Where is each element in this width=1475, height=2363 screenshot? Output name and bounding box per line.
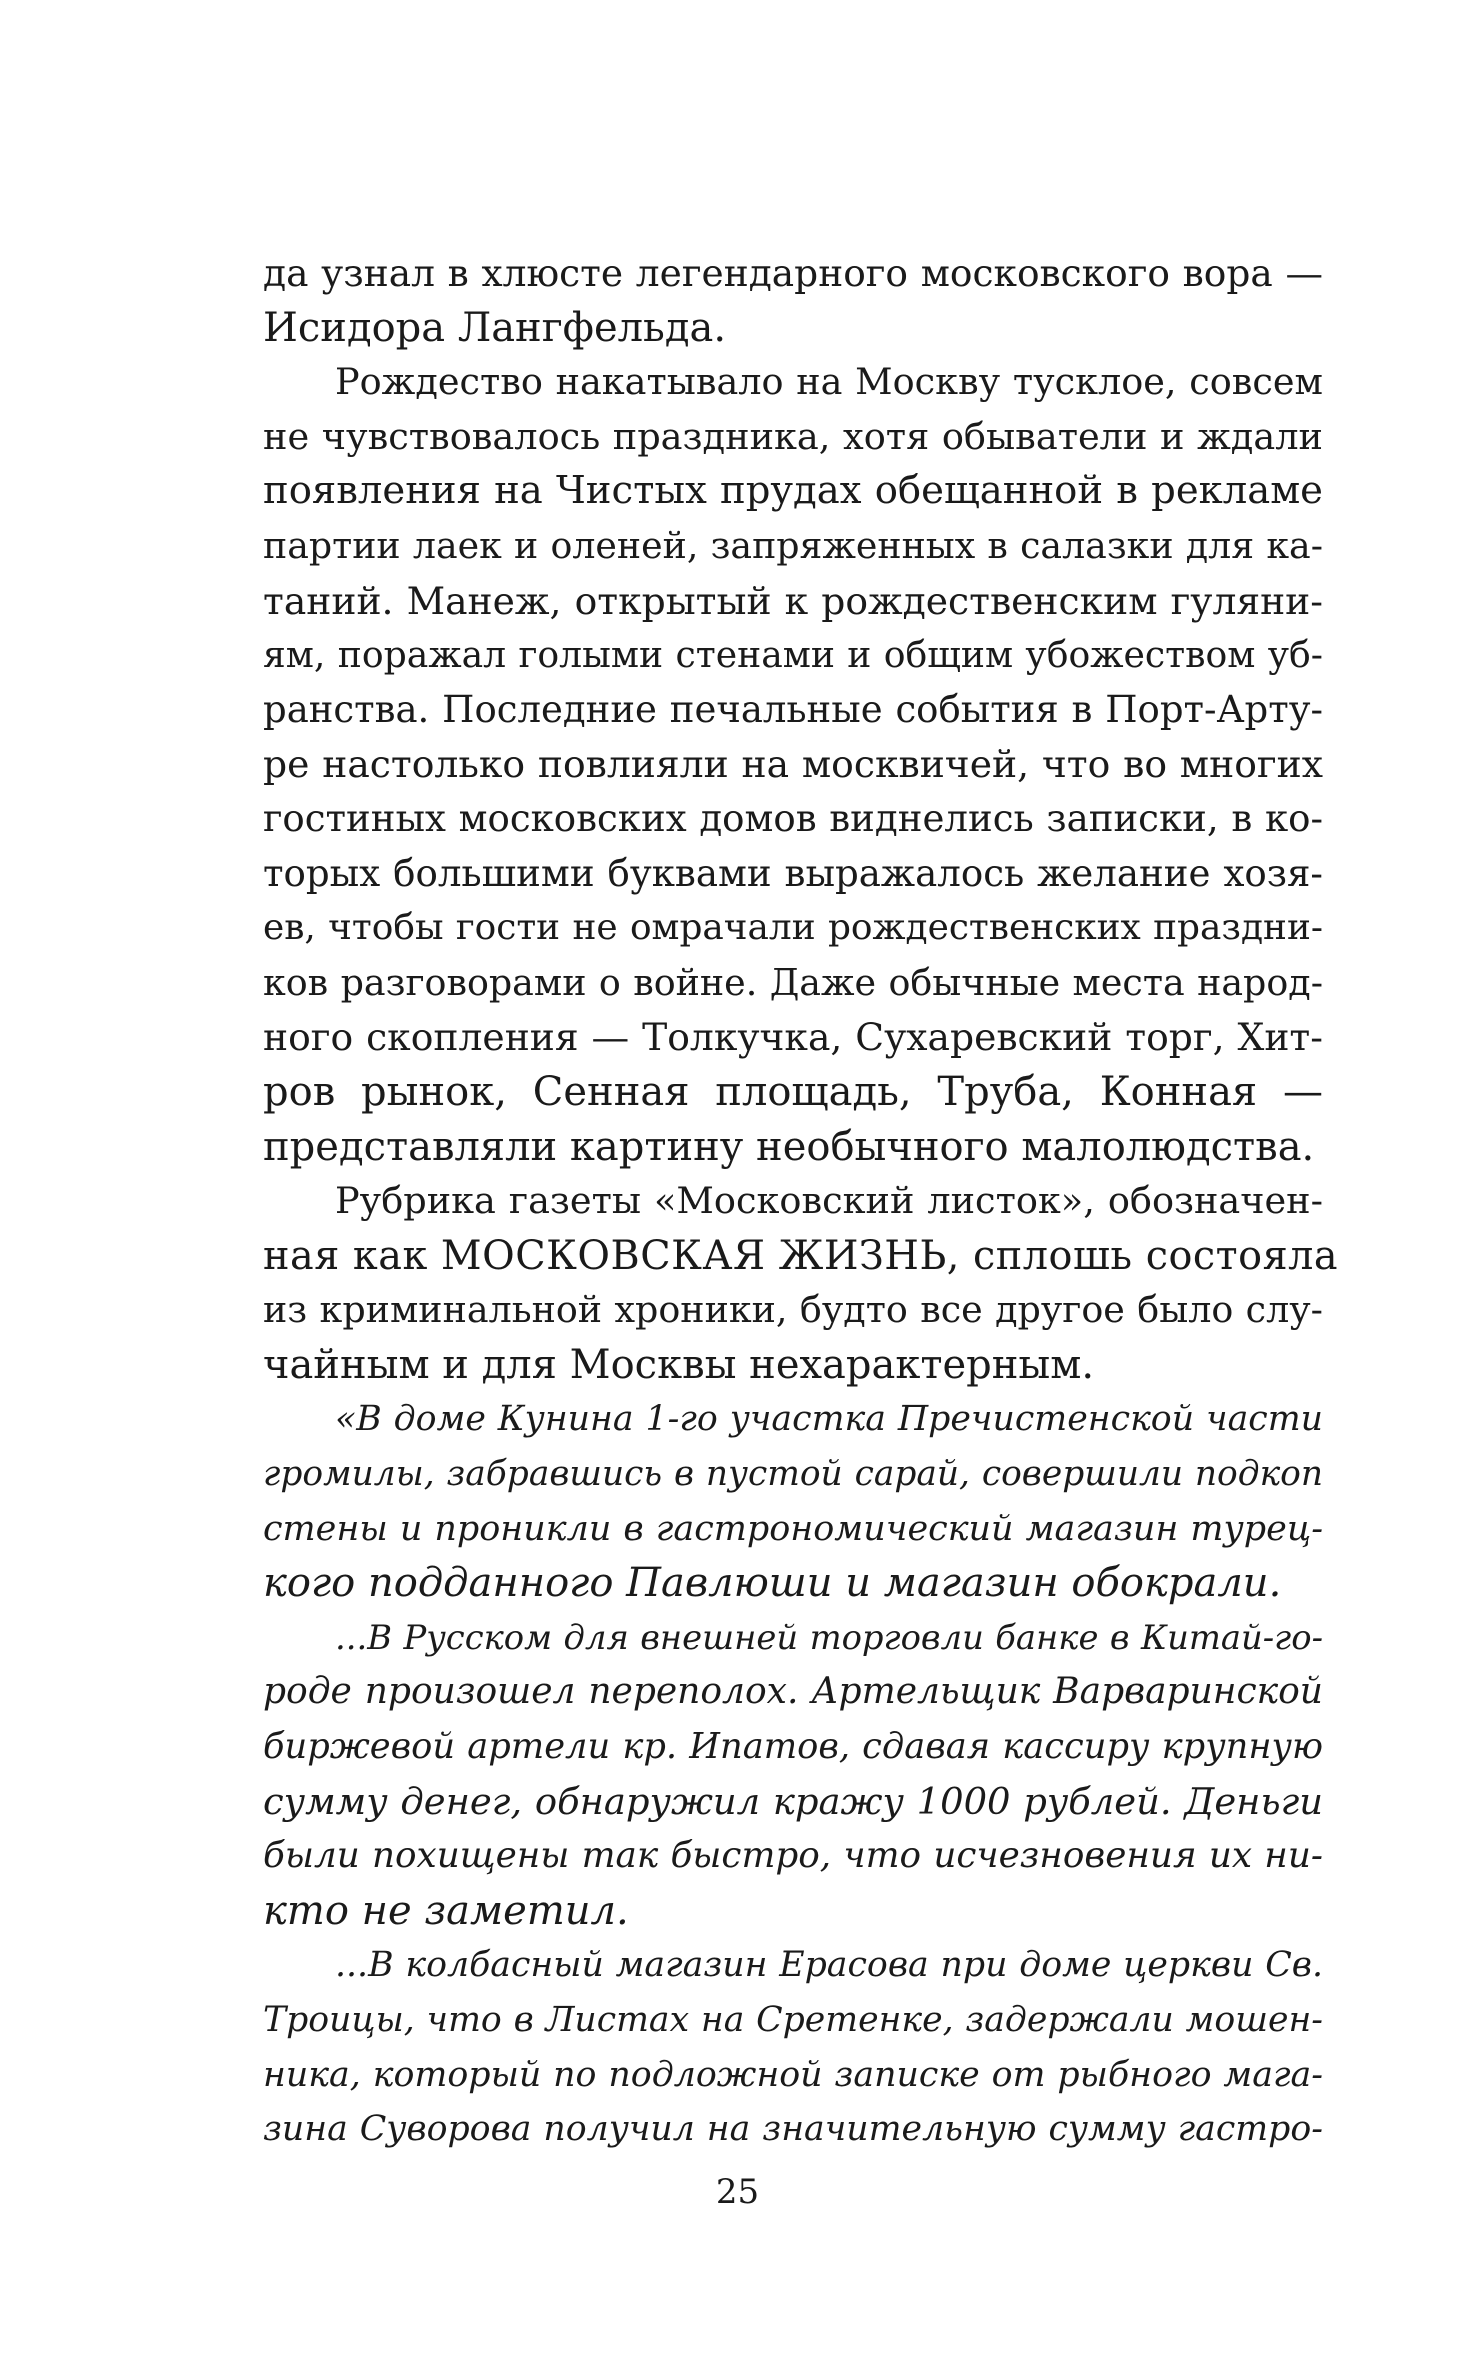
text-line: биржевой артели кр. Ипатов, сдавая кассиру крупную xyxy=(263,1726,1323,1768)
text-line: появления на Чистых прудах обещанной в рекламе xyxy=(263,468,1323,514)
text-line: ков разговорами о войне. Даже обычные места народ- xyxy=(263,960,1323,1004)
text-line: ника, который по подложной записке от рыбного мага- xyxy=(263,2054,1323,2095)
text-line: ров рынок, Сенная площадь, Труба, Конная — xyxy=(263,1068,1323,1115)
text-line: Исидора Лангфельда. xyxy=(263,304,727,351)
text-line: Рождество накатывало на Москву тусклое, совсем xyxy=(335,360,1323,404)
text-line: кто не заметил. xyxy=(263,1887,629,1934)
text-line: ям, поражал голыми стенами и общим убожеством уб- xyxy=(263,633,1323,677)
text-line: ев, чтобы гости не омрачали рождественских праздни- xyxy=(263,907,1323,949)
page-number: 25 xyxy=(715,2172,760,2212)
text-line: стены и проникли в гастрономический магазин турец- xyxy=(263,1508,1323,1549)
text-line: торых большими буквами выражалось желание хозя- xyxy=(263,851,1323,895)
text-line: ная как МОСКОВСКАЯ ЖИЗНЬ, сплошь состояла xyxy=(263,1232,1339,1279)
text-line: роде произошел переполох. Артельщик Варваринской xyxy=(263,1671,1323,1713)
text-line: чайным и для Москвы нехарактерным. xyxy=(263,1341,1095,1388)
text-line: ного скопления — Толкучка, Сухаревский торг, Хит- xyxy=(263,1015,1323,1060)
text-line: ...В Русском для внешней торговли банке в Китай-го- xyxy=(335,1617,1323,1657)
text-line: партии лаек и оленей, запряженных в салазки для ка- xyxy=(263,523,1323,567)
text-line: ранства. Последние печальные события в Порт-Арту- xyxy=(263,687,1323,731)
text-line: да узнал в хлюсте легендарного московского вора — xyxy=(263,251,1323,295)
body-text xyxy=(263,246,1339,2157)
text-line: «В доме Кунина 1-го участка Пречистенской части xyxy=(335,1399,1323,1440)
text-line: таний. Манеж, открытый к рождественским гуляни- xyxy=(263,578,1323,623)
text-line: кого подданного Павлюши и магазин обокрали. xyxy=(263,1560,1282,1607)
text-line: представляли картину необычного малолюдства. xyxy=(263,1123,1315,1170)
text-line: ре настолько повлияли на москвичей, что во многих xyxy=(263,742,1323,787)
text-line: громилы, забравшись в пустой сарай, совершили подкоп xyxy=(263,1454,1323,1495)
text-line: из криминальной хроники, будто все другое было слу- xyxy=(263,1288,1323,1332)
text-line: Рубрика газеты «Московский листок», обозначен- xyxy=(335,1179,1323,1223)
text-line: не чувствовалось праздника, хотя обыватели и ждали xyxy=(263,414,1323,458)
text-line: ...В колбасный магазин Ерасова при доме церкви Св. xyxy=(335,1945,1323,1986)
text-line: были похищены так быстро, что исчезновения их ни- xyxy=(263,1835,1323,1877)
text-line: сумму денег, обнаружил кражу 1000 рублей. Деньги xyxy=(263,1779,1323,1823)
text-line: гостиных московских домов виднелись записки, в ко- xyxy=(263,796,1323,840)
text-line: зина Суворова получил на значительную сумму гастро- xyxy=(263,2109,1323,2150)
text-line: Троицы, что в Листах на Сретенке, задержали мошен- xyxy=(263,2000,1323,2040)
